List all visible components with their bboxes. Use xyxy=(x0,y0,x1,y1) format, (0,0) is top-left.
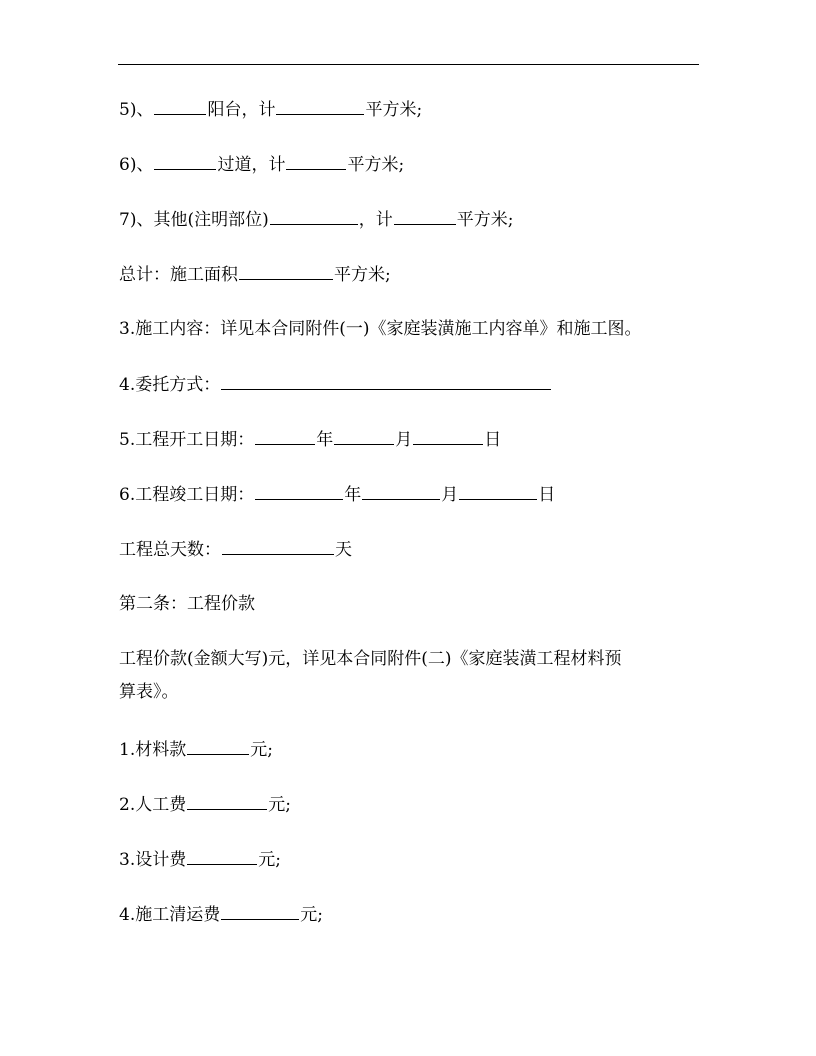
unit-label: 元; xyxy=(258,850,281,870)
line-corridor xyxy=(119,153,404,176)
month-label: 月 xyxy=(441,485,459,505)
total-days-blank[interactable] xyxy=(222,538,334,555)
unit-label: 平方米; xyxy=(347,155,405,175)
paragraph-text: 3.施工内容：详见本合同附件(一)《家庭装潢施工内容单》和施工图。 xyxy=(119,319,642,339)
line-material-cost xyxy=(119,738,273,761)
other-location-blank[interactable] xyxy=(270,208,358,225)
item-label: ，计 xyxy=(358,210,393,230)
item-label: 阳台，计 xyxy=(207,100,276,120)
item-label: 工程总天数： xyxy=(119,540,221,560)
start-year-blank[interactable] xyxy=(255,428,315,445)
item-label: 6.工程竣工日期： xyxy=(119,485,255,505)
line-other xyxy=(119,208,513,231)
total-area-blank[interactable] xyxy=(239,263,333,280)
end-month-blank[interactable] xyxy=(362,483,440,500)
heading-text: 第二条：工程价款 xyxy=(119,594,255,614)
other-area-blank[interactable] xyxy=(394,208,456,225)
line-balcony xyxy=(119,98,422,121)
end-day-blank[interactable] xyxy=(459,483,537,500)
item-label: 5.工程开工日期： xyxy=(119,430,255,450)
item-label: 3.设计费 xyxy=(119,850,187,870)
start-day-blank[interactable] xyxy=(413,428,483,445)
balcony-name-blank[interactable] xyxy=(154,98,206,115)
line-cleanup-cost xyxy=(119,903,323,926)
line-design-cost xyxy=(119,848,281,871)
line-total-days xyxy=(119,538,352,561)
unit-label: 平方米; xyxy=(456,210,514,230)
cleanup-cost-blank[interactable] xyxy=(221,903,299,920)
day-label: 日 xyxy=(484,430,502,450)
unit-label: 平方米; xyxy=(334,265,391,285)
header-rule xyxy=(118,64,699,65)
unit-label: 元; xyxy=(268,795,291,815)
paragraph-text: 工程价款(金额大写)元，详见本合同附件(二)《家庭装潢工程材料预 xyxy=(119,649,622,669)
commission-method-blank[interactable] xyxy=(221,373,551,390)
labor-cost-blank[interactable] xyxy=(187,793,267,810)
item-label: 2.人工费 xyxy=(119,795,187,815)
corridor-name-blank[interactable] xyxy=(154,153,216,170)
line-construction-content xyxy=(119,318,641,340)
line-commission-method xyxy=(119,373,552,396)
balcony-area-blank[interactable] xyxy=(276,98,364,115)
line-price-paragraph-2 xyxy=(119,681,179,703)
line-labor-cost xyxy=(119,793,291,816)
unit-label: 元; xyxy=(300,905,323,925)
item-label: 1.材料款 xyxy=(119,740,187,760)
item-label: 总计：施工面积 xyxy=(119,265,238,285)
material-cost-blank[interactable] xyxy=(187,738,249,755)
paragraph-text: 算表》。 xyxy=(119,682,179,702)
line-total-area xyxy=(119,263,391,286)
section-heading-article-2 xyxy=(119,593,255,615)
line-completion-date xyxy=(119,483,555,506)
design-cost-blank[interactable] xyxy=(187,848,257,865)
month-label: 月 xyxy=(395,430,413,450)
item-label: 4.委托方式： xyxy=(119,375,221,395)
unit-label: 平方米; xyxy=(365,100,423,120)
unit-label: 天 xyxy=(335,540,352,560)
start-month-blank[interactable] xyxy=(334,428,394,445)
line-start-date xyxy=(119,428,501,451)
item-label: 过道，计 xyxy=(217,155,286,175)
corridor-area-blank[interactable] xyxy=(286,153,346,170)
day-label: 日 xyxy=(538,485,556,505)
line-price-paragraph-1 xyxy=(119,648,622,670)
item-number: 6)、 xyxy=(119,155,154,175)
year-label: 年 xyxy=(316,430,334,450)
year-label: 年 xyxy=(344,485,362,505)
item-label: 4.施工清运费 xyxy=(119,905,221,925)
item-number: 5)、 xyxy=(119,100,154,120)
unit-label: 元; xyxy=(250,740,273,760)
item-label: 7)、其他(注明部位) xyxy=(119,210,269,230)
end-year-blank[interactable] xyxy=(255,483,343,500)
